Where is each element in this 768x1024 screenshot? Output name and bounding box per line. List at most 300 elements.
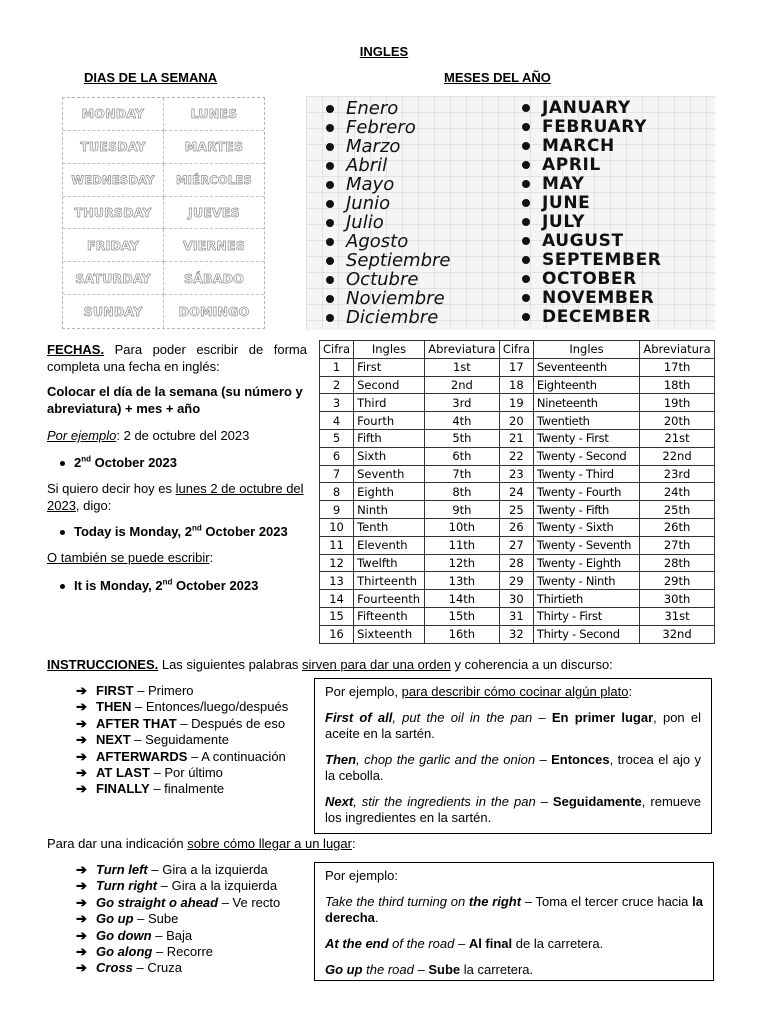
table-cell: 27th xyxy=(640,536,715,554)
table-cell: 6th xyxy=(424,447,499,465)
text-part: Si quiero decir hoy es xyxy=(47,481,176,496)
term-en: Turn left xyxy=(96,862,148,877)
table-cell: Eleventh xyxy=(354,536,425,554)
month-name: Diciembre xyxy=(346,307,439,328)
table-cell: 18 xyxy=(499,376,533,394)
day-en: SUNDAY xyxy=(83,304,143,320)
bullet-dot xyxy=(326,314,334,322)
term-es: – finalmente xyxy=(149,781,225,797)
es-bold: la derecha xyxy=(325,894,703,925)
month-item-en xyxy=(542,213,662,232)
months-panel xyxy=(306,96,715,330)
month-item-en xyxy=(542,232,662,251)
term-en: Go up xyxy=(96,911,134,927)
table-cell: 19 xyxy=(499,394,533,412)
list-item xyxy=(76,895,280,911)
es-text: la carretera. xyxy=(460,962,534,977)
table-cell: 24th xyxy=(640,483,715,501)
table-cell: Twenty - Sixth xyxy=(533,518,639,536)
table-row xyxy=(320,501,715,519)
table-cell: Thirteenth xyxy=(354,572,425,590)
bullet-dot xyxy=(326,238,334,246)
bullet-text: It is Monday, 2 xyxy=(74,578,163,593)
table-cell: Eighth xyxy=(354,483,425,501)
term-en: AFTER THAT xyxy=(96,715,177,731)
term-es: – Después de eso xyxy=(176,715,286,731)
table-row xyxy=(320,465,715,483)
list-item xyxy=(76,749,288,765)
month-name: Enero xyxy=(346,98,399,119)
day-es: MARTES xyxy=(184,139,244,155)
table-cell: 32nd xyxy=(640,625,715,643)
table-cell: 16th xyxy=(424,625,499,643)
bullet-dot xyxy=(326,181,334,189)
table-cell: 29th xyxy=(640,572,715,590)
table-cell: 30th xyxy=(640,590,715,608)
fechas-intro-text: Para poder escribir de forma completa una fecha en inglés: xyxy=(47,342,307,374)
table-row xyxy=(320,358,715,376)
arrow-icon: ➔ xyxy=(76,894,87,910)
table-row xyxy=(320,447,715,465)
text-part: : xyxy=(209,550,214,565)
list-item xyxy=(76,716,288,732)
month-item-en xyxy=(542,308,662,327)
table-cell: 32 xyxy=(499,625,533,643)
table-cell: 27 xyxy=(499,536,533,554)
fechas-bullet-2 xyxy=(60,524,288,541)
month-name: OCTOBER xyxy=(542,269,637,289)
table-cell: 18th xyxy=(640,376,715,394)
table-cell: Thirty - First xyxy=(533,607,639,625)
day-cell-en xyxy=(63,131,164,164)
en-bold: Next xyxy=(325,794,354,809)
example-sentence xyxy=(325,962,703,978)
page-title: INGLES xyxy=(359,44,409,59)
table-cell: Second xyxy=(354,376,425,394)
list-item xyxy=(76,928,280,944)
table-cell: 21st xyxy=(640,429,715,447)
term-en: Go down xyxy=(96,927,152,943)
en-text: , chop the garlic and the onion xyxy=(356,752,536,767)
bullet-dot xyxy=(522,161,530,169)
example-sentence xyxy=(325,752,701,784)
list-item xyxy=(76,765,288,781)
header-cell: Abreviatura xyxy=(640,341,715,359)
table-cell: 17 xyxy=(499,358,533,376)
table-cell: Third xyxy=(354,394,425,412)
table-cell: Twentieth xyxy=(533,412,639,430)
table-cell: Ninth xyxy=(354,501,425,519)
bullet-dot xyxy=(522,199,530,207)
day-en: TUESDAY xyxy=(80,139,146,155)
arrow-icon: ➔ xyxy=(76,781,87,797)
term-es: – Sube xyxy=(133,911,179,927)
day-es: SÁBADO xyxy=(183,270,245,286)
month-name: FEBRUARY xyxy=(542,117,647,137)
table-cell: Tenth xyxy=(354,518,425,536)
en-text: the road xyxy=(362,962,414,977)
term-es: – Cruza xyxy=(132,960,182,976)
month-name: NOVEMBER xyxy=(542,288,655,308)
bullet-dot xyxy=(522,142,530,150)
es-text: , pon el aceite en la sartén. xyxy=(325,710,701,741)
es-text: de la carretera. xyxy=(512,936,604,951)
table-cell: 12 xyxy=(320,554,354,572)
table-cell: 21 xyxy=(499,429,533,447)
bullet-dot xyxy=(522,256,530,264)
header-cell: Cifra xyxy=(320,341,354,359)
month-item-en xyxy=(542,194,662,213)
table-cell: 8 xyxy=(320,483,354,501)
month-item-en xyxy=(542,270,662,289)
table-row xyxy=(320,572,715,590)
table-row xyxy=(320,625,715,643)
table-cell: Twelfth xyxy=(354,554,425,572)
table-cell: 9 xyxy=(320,501,354,519)
month-name: JANUARY xyxy=(542,98,631,118)
table-cell: 11 xyxy=(320,536,354,554)
month-item-en xyxy=(542,289,662,308)
month-item-en xyxy=(542,137,662,156)
month-item-es xyxy=(346,156,451,175)
directions-intro xyxy=(47,836,356,851)
en-text: , stir the ingredients in the pan xyxy=(353,794,536,809)
en-bold: First of all xyxy=(325,710,393,725)
table-row xyxy=(320,607,715,625)
table-cell: 17th xyxy=(640,358,715,376)
term-en: FINALLY xyxy=(96,781,150,797)
es-text: , trocea el ajo y la cebolla. xyxy=(325,752,701,783)
bullet-dot xyxy=(60,530,65,535)
en-bold: At the end xyxy=(325,936,389,951)
fechas-label: FECHAS. xyxy=(47,342,105,357)
bullet-dot xyxy=(326,124,334,132)
term-en: Go along xyxy=(96,944,153,960)
text-part: Las siguientes palabras xyxy=(158,657,303,672)
day-cell-en xyxy=(63,295,164,328)
table-cell: Sixteenth xyxy=(354,625,425,643)
header-cell: Abreviatura xyxy=(424,341,499,359)
text-underlined: sirven para dar una orden xyxy=(302,657,451,672)
days-heading: DIAS DE LA SEMANA xyxy=(84,70,218,85)
list-item xyxy=(76,911,280,927)
table-cell: Twenty - First xyxy=(533,429,639,447)
table-cell: 2nd xyxy=(424,376,499,394)
table-cell: Twenty - Eighth xyxy=(533,554,639,572)
table-row xyxy=(320,518,715,536)
es-text: , remueve los ingredientes en la sartén. xyxy=(325,794,701,825)
day-cell-es xyxy=(164,262,264,295)
table-cell: First xyxy=(354,358,425,376)
bullet-text-rest: October 2023 xyxy=(201,524,288,539)
list-item xyxy=(76,699,288,715)
table-cell: 25 xyxy=(499,501,533,519)
table-cell: 2 xyxy=(320,376,354,394)
header-cell: Ingles xyxy=(354,341,425,359)
term-es: – Baja xyxy=(151,927,193,943)
arrow-icon: ➔ xyxy=(76,944,87,960)
month-name: Abril xyxy=(346,155,388,176)
table-cell: 4 xyxy=(320,412,354,430)
example-sentence xyxy=(325,936,703,952)
list-item xyxy=(76,683,288,699)
table-cell: Sixth xyxy=(354,447,425,465)
day-cell-es xyxy=(164,295,264,328)
text-underlined: O también se puede escribir xyxy=(47,550,210,565)
dash: – xyxy=(454,936,469,951)
table-cell: Thirty - Second xyxy=(533,625,639,643)
month-item-es xyxy=(346,308,451,327)
bullet-dot xyxy=(522,294,530,302)
month-name: MARCH xyxy=(542,136,615,156)
month-name: AUGUST xyxy=(542,231,624,251)
bullet-dot xyxy=(326,105,334,113)
month-item-en xyxy=(542,251,662,270)
table-cell: Nineteenth xyxy=(533,394,639,412)
table-cell: 29 xyxy=(499,572,533,590)
arrow-icon: ➔ xyxy=(76,878,87,894)
table-cell: Twenty - Second xyxy=(533,447,639,465)
term-en: AFTERWARDS xyxy=(96,748,188,764)
table-cell: Eighteenth xyxy=(533,376,639,394)
table-cell: 15th xyxy=(424,607,499,625)
month-name: SEPTEMBER xyxy=(542,250,662,270)
table-cell: 22nd xyxy=(640,447,715,465)
day-cell-en xyxy=(63,229,164,262)
table-cell: 8th xyxy=(424,483,499,501)
en-bold: Go up xyxy=(325,962,363,977)
bullet-dot xyxy=(326,200,334,208)
text-part: : xyxy=(351,836,356,851)
day-en: FRIDAY xyxy=(87,237,139,253)
table-cell: 1st xyxy=(424,358,499,376)
table-cell: 11th xyxy=(424,536,499,554)
day-cell-es xyxy=(164,197,264,230)
table-cell: 16 xyxy=(320,625,354,643)
es-bold: En primer lugar xyxy=(551,710,654,725)
table-row xyxy=(320,376,715,394)
bullet-dot xyxy=(522,218,530,226)
table-cell: 28th xyxy=(640,554,715,572)
bullet-dot xyxy=(522,237,530,245)
table-cell: 12th xyxy=(424,554,499,572)
months-heading: MESES DEL AÑO xyxy=(444,70,551,85)
month-item-es xyxy=(346,213,451,232)
instructions-label: INSTRUCCIONES. xyxy=(47,657,159,672)
en-text: of the road xyxy=(388,936,455,951)
months-spanish-list xyxy=(346,99,451,327)
month-name: Junio xyxy=(346,193,391,214)
table-cell: 10 xyxy=(320,518,354,536)
dash: – xyxy=(535,752,552,767)
table-cell: 1 xyxy=(320,358,354,376)
month-item-es xyxy=(346,270,451,289)
term-es: – Gira a la izquierda xyxy=(147,862,268,877)
bullet-text-rest: October 2023 xyxy=(91,455,178,470)
month-name: Febrero xyxy=(346,117,416,138)
table-cell: Twenty - Ninth xyxy=(533,572,639,590)
month-name: APRIL xyxy=(542,155,601,175)
table-cell: 4th xyxy=(424,412,499,430)
month-item-en xyxy=(542,99,662,118)
bullet-dot xyxy=(522,313,530,321)
table-cell: 20 xyxy=(499,412,533,430)
list-item xyxy=(76,944,280,960)
month-name: JUNE xyxy=(542,193,591,213)
ordinal-suffix: nd xyxy=(191,523,202,533)
bullet-dot xyxy=(522,123,530,131)
es-bold: Entonces xyxy=(551,752,610,767)
table-cell: Fifteenth xyxy=(354,607,425,625)
table-cell: 23rd xyxy=(640,465,715,483)
month-name: MAY xyxy=(542,174,585,194)
day-cell-en xyxy=(63,98,164,131)
table-cell: Seventeenth xyxy=(533,358,639,376)
term-es: – Gira a la izquierda xyxy=(157,878,278,894)
table-cell: 13th xyxy=(424,572,499,590)
bullet-dot xyxy=(326,276,334,284)
en-text: , put the oil in the pan xyxy=(392,710,533,725)
fechas-alt-text xyxy=(47,550,213,567)
es-bold: Sube xyxy=(428,962,461,977)
arrow-icon: ➔ xyxy=(76,699,87,715)
table-row xyxy=(320,536,715,554)
arrow-icon: ➔ xyxy=(76,732,87,748)
en-bold: Then xyxy=(325,752,357,767)
day-en: SATURDAY xyxy=(75,270,151,286)
month-item-es xyxy=(346,118,451,137)
es-text: . xyxy=(374,910,379,925)
day-cell-es xyxy=(164,131,264,164)
en-text: Take the third turning on xyxy=(325,894,469,909)
table-cell: Seventh xyxy=(354,465,425,483)
table-cell: Fifth xyxy=(354,429,425,447)
table-cell: 15 xyxy=(320,607,354,625)
bullet-dot xyxy=(60,461,65,466)
month-name: Septiembre xyxy=(346,250,451,271)
table-cell: Fourteenth xyxy=(354,590,425,608)
table-cell: 25th xyxy=(640,501,715,519)
table-row xyxy=(320,412,715,430)
bullet-dot xyxy=(326,295,334,303)
day-es: JUEVES xyxy=(188,204,240,220)
table-cell: Twenty - Fifth xyxy=(533,501,639,519)
month-item-es xyxy=(346,251,451,270)
month-item-es xyxy=(346,289,451,308)
table-cell: Twenty - Fourth xyxy=(533,483,639,501)
table-cell: 26 xyxy=(499,518,533,536)
es-bold: Seguidamente xyxy=(552,794,642,809)
en-bold: the right xyxy=(468,894,522,909)
dash: – xyxy=(532,710,552,725)
table-cell: 6 xyxy=(320,447,354,465)
month-name: Julio xyxy=(346,212,384,233)
dash: – xyxy=(413,962,429,977)
day-es: VIERNES xyxy=(183,237,245,253)
table-header-row xyxy=(320,341,715,359)
fechas-intro xyxy=(47,342,307,375)
header-cell: Ingles xyxy=(533,341,639,359)
month-item-en xyxy=(542,156,662,175)
arrow-icon: ➔ xyxy=(76,748,87,764)
list-item xyxy=(76,862,280,878)
text-underlined: sobre cómo llegar a un lugar xyxy=(187,836,352,851)
fechas-bullet-3 xyxy=(60,578,258,595)
arrow-icon: ➔ xyxy=(76,927,87,943)
example-label: Por ejemplo xyxy=(47,428,117,443)
arrow-icon: ➔ xyxy=(76,715,87,731)
cooking-example-box xyxy=(314,678,712,834)
arrow-icon: ➔ xyxy=(76,765,87,781)
table-cell: 30 xyxy=(499,590,533,608)
month-name: Mayo xyxy=(346,174,395,195)
arrow-icon: ➔ xyxy=(76,911,87,927)
arrow-icon: ➔ xyxy=(76,862,87,877)
term-es: – Entonces/luego/después xyxy=(131,699,289,715)
day-es: DOMINGO xyxy=(178,304,250,320)
term-en: AT LAST xyxy=(96,765,150,781)
instructions-intro xyxy=(47,657,747,672)
table-cell: 31 xyxy=(499,607,533,625)
text-part: Para dar una indicación xyxy=(47,836,188,851)
fechas-example xyxy=(47,428,249,445)
table-cell: 26th xyxy=(640,518,715,536)
bullet-dot xyxy=(60,584,65,589)
day-cell-en xyxy=(63,164,164,197)
term-en: FIRST xyxy=(96,683,134,698)
term-en: Turn right xyxy=(96,878,158,894)
table-cell: 3 xyxy=(320,394,354,412)
month-name: Noviembre xyxy=(346,288,445,309)
text-part: Por ejemplo, xyxy=(325,684,402,699)
day-es: MIÉRCOLES xyxy=(176,172,252,187)
table-row xyxy=(320,590,715,608)
term-en: Cross xyxy=(96,960,133,976)
list-item xyxy=(76,960,280,976)
table-cell: 23 xyxy=(499,465,533,483)
arrow-icon: ➔ xyxy=(76,960,87,976)
bullet-dot xyxy=(326,219,334,227)
table-cell: 19th xyxy=(640,394,715,412)
table-cell: 5th xyxy=(424,429,499,447)
example-sentence xyxy=(325,710,701,742)
month-name: Octubre xyxy=(346,269,419,290)
month-item-es xyxy=(346,137,451,156)
day-es: LUNES xyxy=(190,106,238,122)
table-cell: 20th xyxy=(640,412,715,430)
table-cell: 31st xyxy=(640,607,715,625)
month-name: DECEMBER xyxy=(542,307,652,327)
bullet-text-rest: October 2023 xyxy=(172,578,259,593)
directions-example-box xyxy=(314,862,714,981)
arrow-icon: ➔ xyxy=(76,683,87,698)
day-cell-es xyxy=(164,98,264,131)
day-cell-es xyxy=(164,229,264,262)
es-text: – Toma el tercer cruce hacia xyxy=(521,894,693,909)
day-en: MONDAY xyxy=(81,106,145,122)
bullet-dot xyxy=(326,257,334,265)
fechas-bullet-1 xyxy=(60,455,177,472)
table-cell: Twenty - Seventh xyxy=(533,536,639,554)
directions-list xyxy=(76,862,280,977)
table-row xyxy=(320,429,715,447)
month-name: Agosto xyxy=(346,231,409,252)
table-row xyxy=(320,394,715,412)
term-en: THEN xyxy=(96,699,132,715)
text-underlined: lunes 2 de octubre del 2023 xyxy=(47,481,304,513)
table-cell: 9th xyxy=(424,501,499,519)
list-item xyxy=(76,781,288,797)
